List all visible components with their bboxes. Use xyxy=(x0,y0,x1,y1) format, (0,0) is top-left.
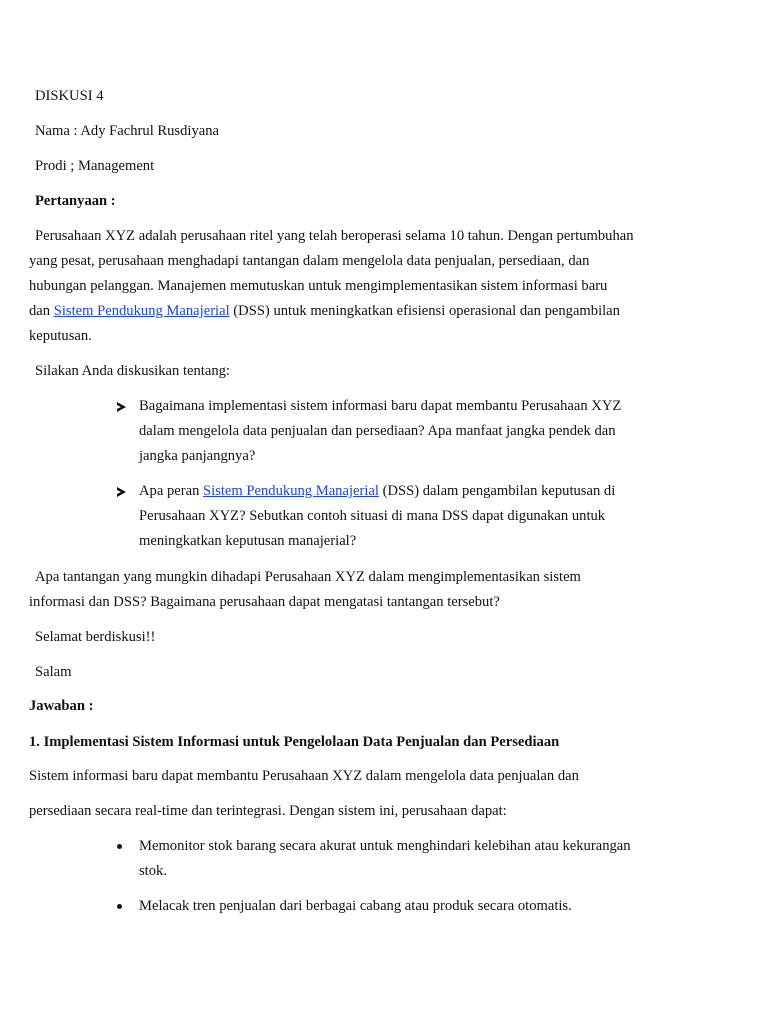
document-title: DISKUSI 4 xyxy=(35,88,104,104)
question-item-line: Perusahaan XYZ? Sebutkan contoh situasi di mana DSS dapat digunakan untuk xyxy=(139,508,606,524)
discussion-prompt: Silakan Anda diskusikan tentang: xyxy=(35,363,230,379)
arrow-bullet-icon xyxy=(117,402,126,412)
arrow-bullet-icon xyxy=(117,487,126,497)
question-intro-line xyxy=(29,302,620,320)
intro-text: (DSS) untuk meningkatkan efisiensi operasional dan pengambilan xyxy=(229,303,620,319)
question-intro-line: yang pesat, perusahaan menghadapi tantangan dalam mengelola data penjualan, persediaan, dan xyxy=(29,253,590,269)
closing-question-line: Apa tantangan yang mungkin dihadapi Perusahaan XYZ dalam mengimplementasikan sistem xyxy=(35,569,581,585)
question-item-line: meningkatkan keputusan manajerial? xyxy=(139,533,357,549)
answer-paragraph-line: persediaan secara real-time dan terintegrasi. Dengan sistem ini, perusahaan dapat: xyxy=(29,803,507,819)
question-item-line: dalam mengelola data penjualan dan persediaan? Apa manfaat jangka pendek dan xyxy=(139,423,616,439)
answer-heading: Jawaban : xyxy=(29,698,94,714)
study-program: Prodi ; Management xyxy=(35,158,155,174)
question-intro-line: Perusahaan XYZ adalah perusahaan ritel yang telah beroperasi selama 10 tahun. Dengan pertumbuhan xyxy=(35,228,634,244)
student-name: Nama : Ady Fachrul Rusdiyana xyxy=(35,123,220,139)
dss-link[interactable]: Sistem Pendukung Manajerial xyxy=(203,483,379,499)
section-title: 1. Implementasi Sistem Informasi untuk Pengelolaan Data Penjualan dan Persediaan xyxy=(29,734,560,750)
intro-text: dan xyxy=(29,303,54,319)
item-text: Apa peran xyxy=(139,483,204,499)
question-item-line: jangka panjangnya? xyxy=(139,448,256,464)
bullet-dot-icon xyxy=(117,904,122,909)
closing-question-line: informasi dan DSS? Bagaimana perusahaan dapat mengatasi tantangan tersebut? xyxy=(29,594,500,610)
dss-link[interactable]: Sistem Pendukung Manajerial xyxy=(53,303,230,319)
answer-bullet-line: Melacak tren penjualan dari berbagai cabang atau produk secara otomatis. xyxy=(139,898,572,914)
answer-bullet-line: stok. xyxy=(139,863,167,879)
answer-paragraph-line: Sistem informasi baru dapat membantu Perusahaan XYZ dalam mengelola data penjualan dan xyxy=(29,768,579,784)
greeting: Selamat berdiskusi!! xyxy=(35,629,156,645)
question-intro-line: keputusan. xyxy=(29,328,92,344)
question-intro-line: hubungan pelanggan. Manajemen memutuskan untuk mengimplementasikan sistem informasi baru xyxy=(29,278,608,294)
item-text: (DSS) dalam pengambilan keputusan di xyxy=(378,483,616,499)
question-item-line xyxy=(139,482,615,500)
salam: Salam xyxy=(35,664,72,680)
answer-bullet-line: Memonitor stok barang secara akurat untuk menghindari kelebihan atau kekurangan xyxy=(139,838,631,854)
question-item-line: Bagaimana implementasi sistem informasi baru dapat membantu Perusahaan XYZ xyxy=(139,398,622,414)
question-heading: Pertanyaan : xyxy=(35,193,116,209)
bullet-dot-icon xyxy=(117,844,122,849)
